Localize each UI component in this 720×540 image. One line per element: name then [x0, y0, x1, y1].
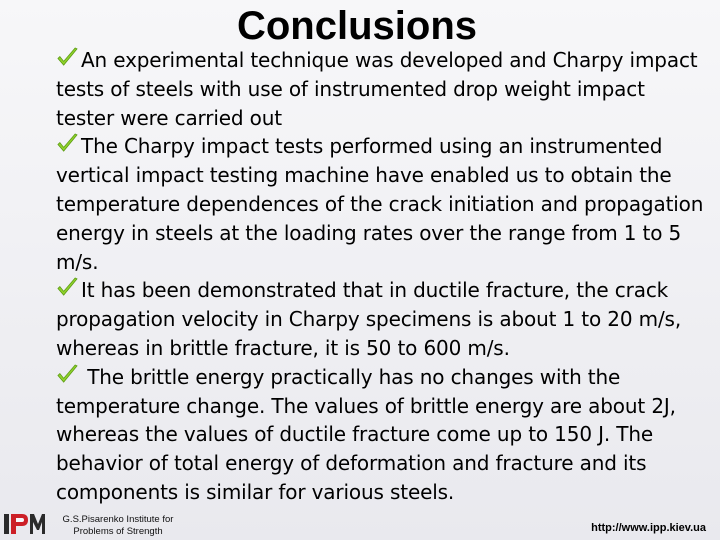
- bullet-text: The Charpy impact tests performed using an instrumented vertical impact testing machine have enabled us to obtain the temperature dependences of the crack initiation and propagation energy in steels at the loading rates over the range from 1 to 5 m/s.: [56, 134, 704, 274]
- bullet-item: [56, 363, 706, 507]
- website-link[interactable]: http://www.ipp.kiev.ua: [591, 522, 706, 534]
- checkmark-icon: [56, 133, 79, 154]
- checkmark-icon: [56, 364, 79, 385]
- bullet-text: The brittle energy practically has no changes with the temperature change. The values of brittle energy are about 2J, whereas the values of ductile fracture come up to 150 J. The behavior of total energy of deformation and fracture and its components is similar for various steels.: [56, 364, 683, 504]
- bullet-item: [56, 276, 706, 362]
- institute-name: [48, 514, 188, 538]
- institute-line-1: G.S.Pisarenko Institute for: [62, 514, 174, 525]
- bullet-text: It has been demonstrated that in ductile fracture, the crack propagation velocity in Charpy specimens is about 1 to 20 m/s, whereas in brittle fracture, it is 50 to 600 m/s.: [56, 278, 682, 360]
- bullet-text: An experimental technique was developed and Charpy impact tests of steels with use of instrumented drop weight impact tester were carried out: [56, 48, 698, 130]
- ips-logo-icon: [2, 510, 46, 536]
- bullet-item: [56, 46, 706, 132]
- institute-line-2: Problems of Strength: [73, 526, 163, 537]
- slide-title: Conclusions: [236, 4, 478, 48]
- conclusions-list: [56, 46, 706, 507]
- bullet-item: [56, 132, 706, 276]
- checkmark-icon: [56, 47, 79, 68]
- checkmark-icon: [56, 277, 79, 298]
